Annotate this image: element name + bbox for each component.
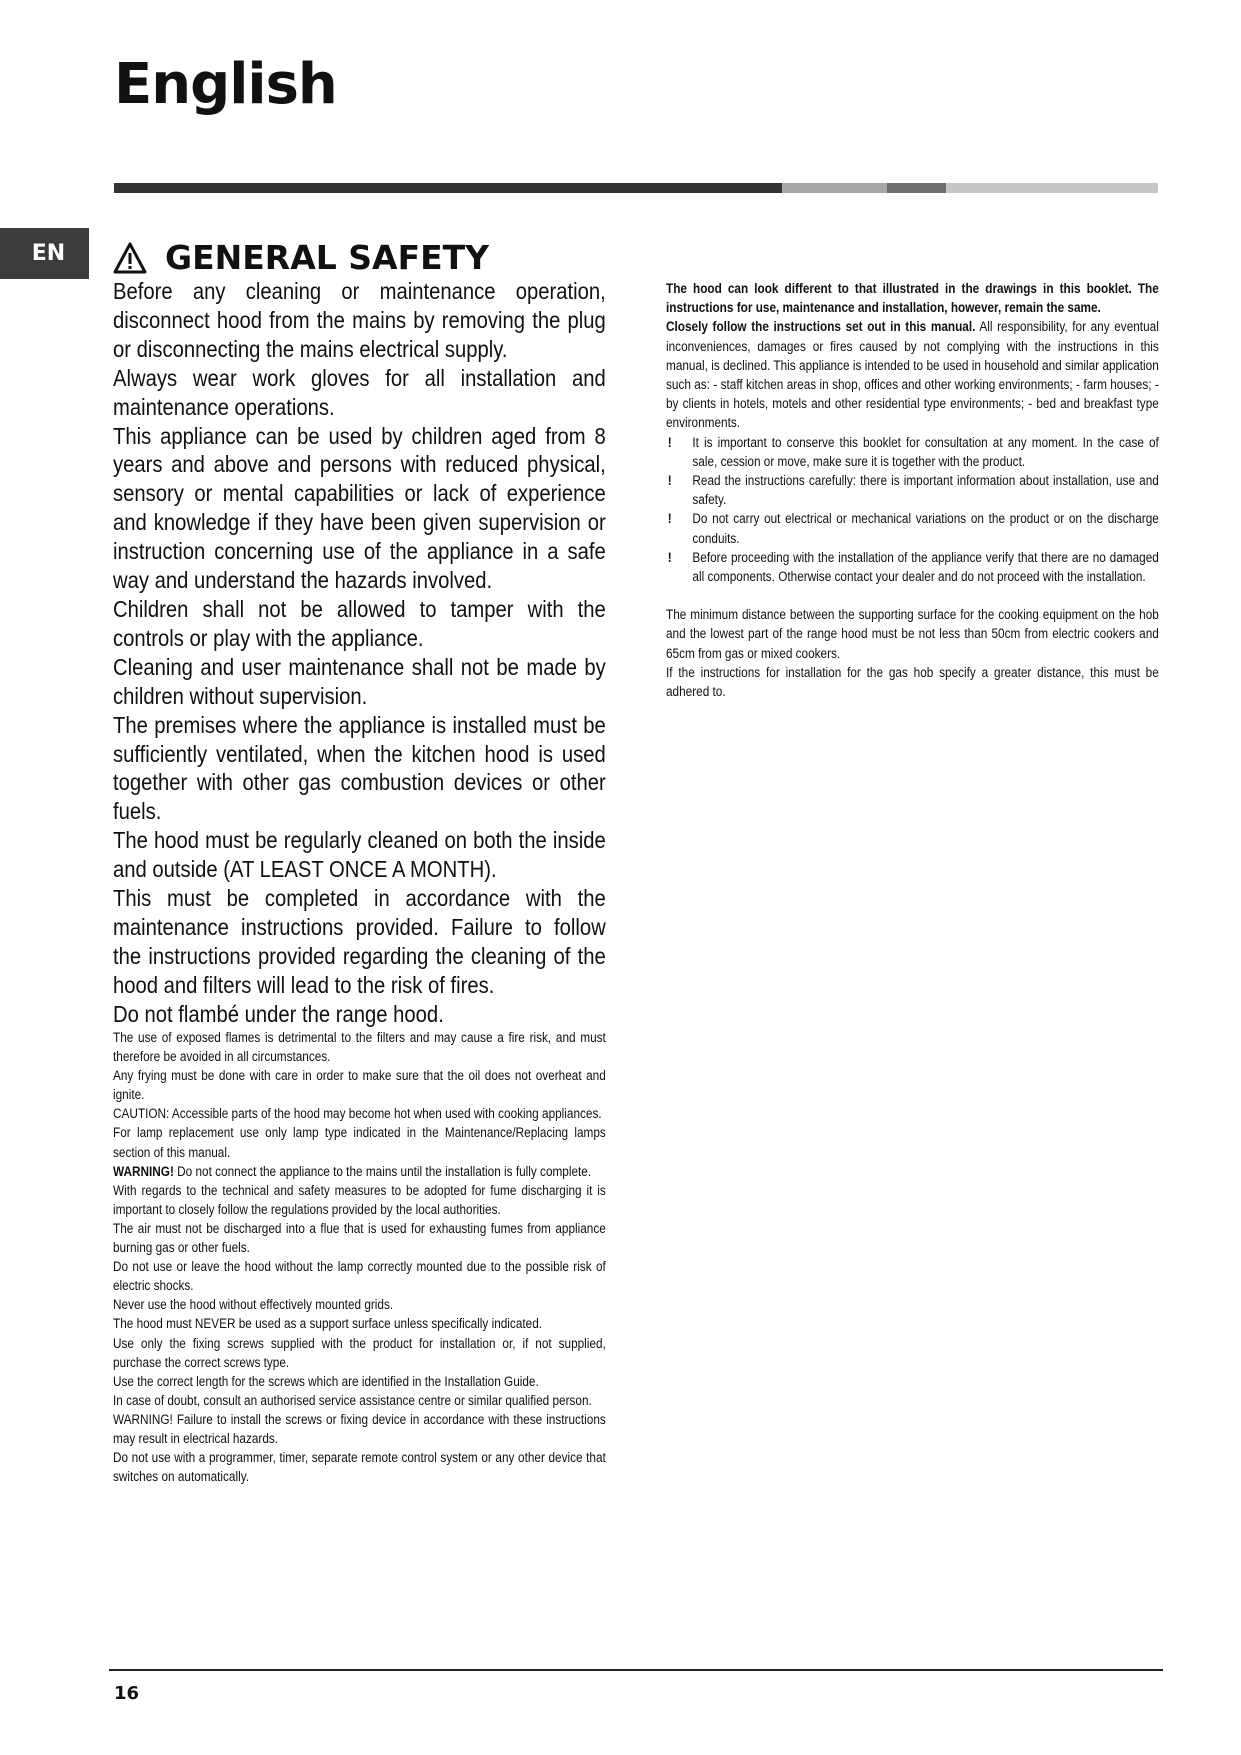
warning-label: WARNING! xyxy=(113,1163,174,1179)
exclamation-icon: ! xyxy=(667,511,672,527)
exclamation-icon: ! xyxy=(667,434,672,450)
section-title xyxy=(113,238,489,277)
responsibility-paragraph xyxy=(666,317,1159,432)
paragraph: CAUTION: Accessible parts of the hood may become hot when used with cooking appliances. xyxy=(113,1106,602,1122)
language-tab: EN xyxy=(0,228,89,279)
header-bar-light xyxy=(782,183,887,193)
paragraph: WARNING! Failure to install the screws or fixing device in accordance with these instructions may result in electrical hazards. xyxy=(113,1411,606,1446)
follow-bold: Closely follow the instructions set out in this manual. xyxy=(666,319,976,335)
bullet-text: Before proceeding with the installation of the appliance verify that there are no damaged all components. Otherwise contact your dealer and do not proceed with the installation. xyxy=(692,549,1159,585)
footer-rule xyxy=(109,1669,1163,1671)
paragraph: The hood must be regularly cleaned on both the inside and outside (AT LEAST ONCE A MONTH). xyxy=(113,827,606,883)
spacer xyxy=(666,586,1159,605)
paragraph: Before any cleaning or maintenance operation, disconnect hood from the mains by removing the plug or disconnecting the mains electrical supply. xyxy=(113,278,606,362)
intro-bold: The hood can look different to that illustrated in the drawings in this booklet. The instructions for use, maintenance and installation, however, remain the same. xyxy=(666,281,1159,316)
paragraph: The air must not be discharged into a flue that is used for exhausting fumes from appliance burning gas or other fuels. xyxy=(113,1220,606,1256)
paragraph: Always wear work gloves for all installation and maintenance operations. xyxy=(113,364,606,420)
paragraph: Use only the fixing screws supplied with the product for installation or, if not supplied, purchase the correct screws type. xyxy=(113,1335,606,1370)
header-bar-mid xyxy=(887,183,946,193)
paragraph: In case of doubt, consult an authorised service assistance centre or similar qualified person. xyxy=(113,1392,592,1408)
intro-paragraph xyxy=(666,279,1159,317)
paragraph: This appliance can be used by children aged from 8 years and above and persons with reduced physical, sensory or mental capabilities or lack of experience and knowledge if they have been given supervision or instruction concerning use of the appliance in a safe way and understand the hazards involved. xyxy=(113,422,606,594)
bullet-item xyxy=(666,509,1159,547)
bullet-text: Read the instructions carefully: there is important information about installation, use and safety. xyxy=(692,473,1159,508)
exclamation-icon: ! xyxy=(667,473,672,489)
warning-triangle-icon xyxy=(113,242,147,274)
paragraph: Do not flambé under the range hood. xyxy=(113,1000,444,1027)
paragraph: The premises where the appliance is installed must be sufficiently ventilated, when the kitchen hood is used together with other gas combustion devices or other fuels. xyxy=(113,711,606,825)
paragraph: With regards to the technical and safety measures to be adopted for fume discharging it is important to closely follow the regulations provided by the local authorities. xyxy=(113,1182,606,1217)
distance-paragraph: If the instructions for installation for the gas hob specify a greater distance, this must be adhered to. xyxy=(666,664,1159,700)
page-number: 16 xyxy=(114,1683,140,1704)
paragraph: Never use the hood without effectively mounted grids. xyxy=(113,1297,394,1313)
left-column xyxy=(113,277,606,1486)
paragraph: The use of exposed flames is detrimental to the filters and may cause a fire risk, and must therefore be avoided in all circumstances. xyxy=(113,1030,606,1065)
header-bar-dark xyxy=(114,183,782,193)
exclamation-icon: ! xyxy=(667,549,672,565)
paragraph: Use the correct length for the screws which are identified in the Installation Guide. xyxy=(113,1373,539,1389)
right-column xyxy=(666,279,1159,701)
bullet-text: It is important to conserve this booklet for consultation at any moment. In the case of sale, cession or move, make sure it is together with the product. xyxy=(692,434,1159,469)
warning-text: Do not connect the appliance to the mains until the installation is fully complete. xyxy=(173,1163,592,1179)
paragraph: Any frying must be done with care in order to make sure that the oil does not overheat and ignite. xyxy=(113,1068,606,1103)
paragraph: The hood must NEVER be used as a support surface unless specifically indicated. xyxy=(113,1316,543,1332)
paragraph: Children shall not be allowed to tamper with the controls or play with the appliance. xyxy=(113,595,606,651)
small-text-block xyxy=(113,1028,606,1486)
follow-text: All responsibility, for any eventual inconveniences, damages or fires caused by not complying with the instructions in this manual, is declined. This appliance is intended to be used in household and similar application such as: - staff kitchen areas in shop, offices and other working environments; - farm houses; - by clients in hotels, motels and other residential type environments; - bed and breakfast type environments. xyxy=(666,319,1159,431)
header-bar-lighter xyxy=(946,183,1158,193)
bullet-item xyxy=(666,433,1159,471)
paragraph: Cleaning and user maintenance shall not be made by children without supervision. xyxy=(113,653,606,709)
large-text-block xyxy=(113,277,606,1028)
paragraph: Do not use with a programmer, timer, separate remote control system or any other device that switches on automatically. xyxy=(113,1450,606,1485)
bullet-item xyxy=(666,548,1159,586)
paragraph: For lamp replacement use only lamp type indicated in the Maintenance/Replacing lamps section of this manual. xyxy=(113,1125,606,1160)
paragraph: Do not use or leave the hood without the lamp correctly mounted due to the possible risk of electric shocks. xyxy=(113,1259,606,1294)
bullet-item xyxy=(666,471,1159,509)
section-title-text: GENERAL SAFETY xyxy=(165,238,490,277)
bullet-text: Do not carry out electrical or mechanical variations on the product or on the discharge conduits. xyxy=(692,511,1159,546)
paragraph: This must be completed in accordance with the maintenance instructions provided. Failure to follow the instructions provided regarding the cleaning of the hood and filters will lead to the risk of fires. xyxy=(113,885,606,998)
warning-paragraph xyxy=(113,1162,606,1181)
distance-paragraph: The minimum distance between the supporting surface for the cooking equipment on the hob and the lowest part of the range hood must be not less than 50cm from electric cookers and 65cm from gas or mixed cookers. xyxy=(666,607,1159,661)
page-heading: English xyxy=(114,52,337,117)
